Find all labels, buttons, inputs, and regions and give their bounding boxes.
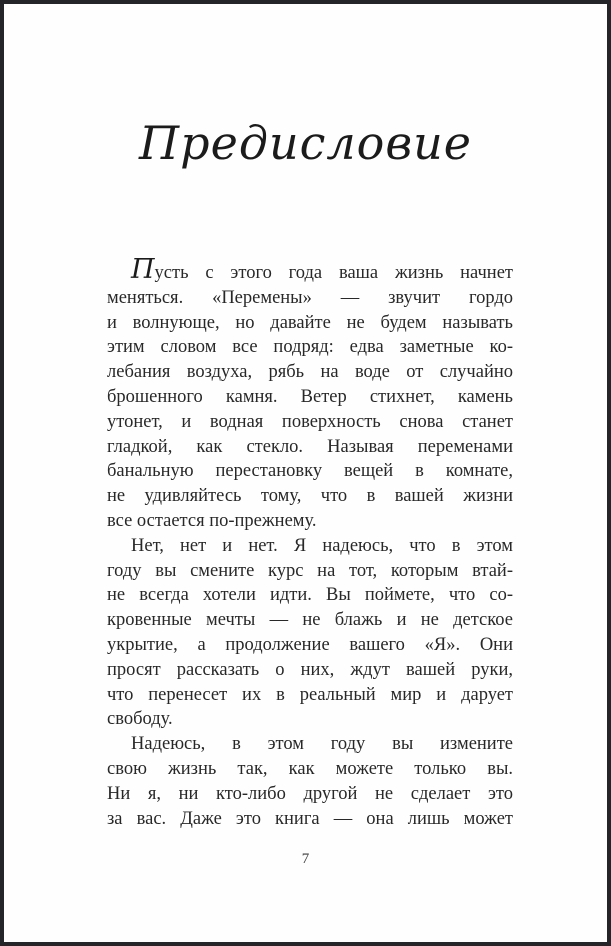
text-line: и волнующе, но давайте не будем называть bbox=[107, 312, 513, 333]
text-line: этим словом все подряд: едва заметные ко- bbox=[107, 337, 513, 358]
text-line: году вы смените курс на тот, которым втай- bbox=[107, 560, 513, 581]
text-line: не удивляйтесь тому, что в вашей жизни bbox=[107, 486, 513, 507]
text-line: утонет, и водная поверхность снова станет bbox=[107, 411, 513, 432]
chapter-title: Предисловие bbox=[139, 116, 472, 170]
text-line: просят рассказать о них, ждут вашей руки, bbox=[107, 659, 513, 680]
text-line: Пусть с этого года ваша жизнь начнет bbox=[131, 254, 513, 285]
paragraph bbox=[107, 534, 513, 732]
drop-cap: П bbox=[131, 254, 155, 285]
text-line: все остается по-прежнему. bbox=[107, 510, 317, 531]
text-line: Нет, нет и нет. Я надеюсь, что в этом bbox=[131, 535, 513, 556]
text-line: свободу. bbox=[107, 709, 173, 730]
page-number: 7 bbox=[301, 851, 310, 867]
text-line: за вас. Даже это книга — она лишь может bbox=[107, 808, 513, 829]
text-line: кровенные мечты — не блажь и не детское bbox=[107, 610, 513, 631]
text-line: Ни я, ни кто-либо другой не сделает это bbox=[107, 783, 513, 804]
text-line: гладкой, как стекло. Называя переменами bbox=[107, 436, 513, 457]
text-line: что перенесет их в реальный мир и дарует bbox=[107, 684, 513, 705]
text-line: банальную перестановку вещей в комнате, bbox=[107, 461, 513, 482]
paragraph bbox=[107, 732, 513, 831]
text-line: свою жизнь так, как можете только вы. bbox=[107, 758, 513, 779]
text-line: Надеюсь, в этом году вы измените bbox=[131, 734, 513, 755]
text-line: лебания воздуха, рябь на воде от случайно bbox=[107, 362, 513, 383]
text-line: меняться. «Перемены» — звучит гордо bbox=[107, 287, 513, 308]
text-line: брошенного камня. Ветер стихнет, камень bbox=[107, 386, 513, 407]
text-block bbox=[107, 254, 513, 831]
text-line: укрытие, а продолжение вашего «Я». Они bbox=[107, 634, 513, 655]
paragraph bbox=[107, 254, 513, 534]
text-line: не всегда хотели идти. Вы поймете, что со- bbox=[107, 585, 513, 606]
